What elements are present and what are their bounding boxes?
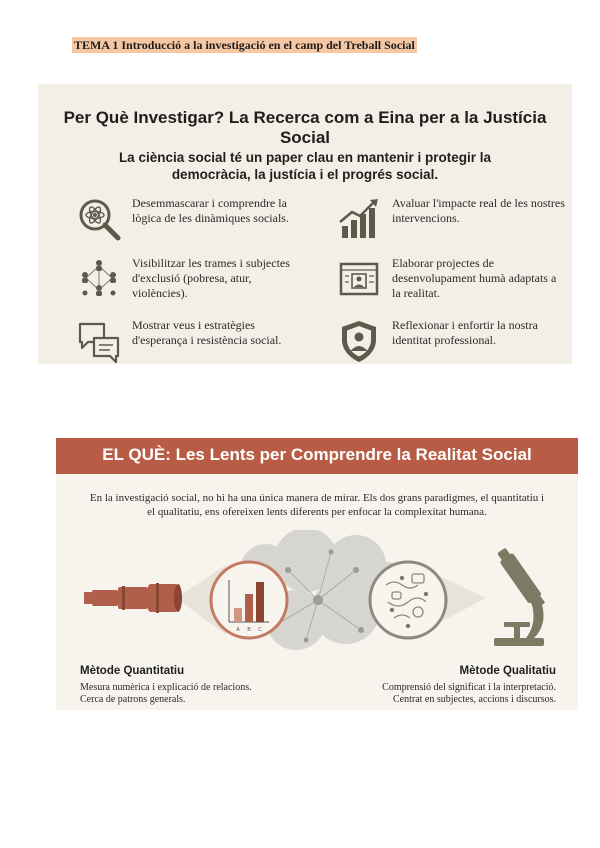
quantitative-desc-line: Cerca de patrons generals. xyxy=(80,694,186,705)
growth-chart-icon xyxy=(336,196,382,242)
quantitative-lens xyxy=(211,562,287,638)
qualitative-desc xyxy=(326,682,556,706)
blueprint-plan-icon xyxy=(336,256,382,302)
reason-text: Avaluar l'impacte real de les nostres intervencions. xyxy=(392,196,565,225)
panel1-title: Per Què Investigar? La Recerca com a Eina per a la Justícia Social xyxy=(63,108,547,147)
reason-item xyxy=(76,256,296,302)
reason-text: Visibilitzar les trames i subjectes d'exclusió (pobresa, atur, violències). xyxy=(132,256,290,300)
why-research-panel xyxy=(38,84,572,364)
reason-text: Elaborar projectes de desenvolupament humà adaptats a la realitat. xyxy=(392,256,557,300)
reason-text: Mostrar veus i estratègies d'esperança i resistència social. xyxy=(132,318,282,347)
people-network-icon xyxy=(76,256,122,302)
lenses-panel xyxy=(56,438,578,710)
panel2-title: EL QUÈ: Les Lents per Comprendre la Realitat Social xyxy=(102,445,532,464)
shield-person-icon xyxy=(336,318,382,364)
lenses-illustration xyxy=(56,530,578,660)
reason-item xyxy=(336,256,566,302)
reason-item xyxy=(336,196,566,242)
reason-item xyxy=(336,318,566,364)
bar-label: C xyxy=(258,627,262,633)
qualitative-lens xyxy=(370,562,446,638)
document-header xyxy=(72,38,417,53)
reason-text: Reflexionar i enfortir la nostra identitat professional. xyxy=(392,318,538,347)
quantitative-title: Mètode Quantitatiu xyxy=(80,665,185,677)
bar-label: A xyxy=(236,627,240,633)
quantitative-desc-line: Mesura numèrica i explicació de relacions. xyxy=(80,682,252,693)
magnifier-atom-icon xyxy=(76,196,122,242)
speech-bubbles-icon xyxy=(76,318,122,364)
qualitative-title: Mètode Qualitatiu xyxy=(459,665,556,677)
header-label: TEMA 1 xyxy=(74,38,119,52)
lenses-banner xyxy=(56,438,578,474)
microscope-icon xyxy=(494,546,547,646)
qualitative-desc-line: Comprensió del significat i la interpretació. xyxy=(382,682,556,693)
quantitative-desc xyxy=(80,682,300,706)
qualitative-desc-line: Centrat en subjectes, accions i discursos. xyxy=(392,694,556,705)
panel1-subtitle: La ciència social té un paper clau en mantenir i protegir la democràcia, la justícia i el progrés social. xyxy=(118,150,492,182)
reason-item xyxy=(76,318,296,364)
header-title: Introducció a la investigació en el camp del Treball Social xyxy=(121,38,415,52)
telescope-icon xyxy=(84,583,182,613)
panel2-intro: En la investigació social, no hi ha una única manera de mirar. Els dos grans paradigmes, el quantitatiu i el qualitatiu, ens ofereixen lents diferents per enfocar la complexitat humana. xyxy=(89,492,545,518)
reason-item xyxy=(76,196,296,242)
bar-label: B xyxy=(247,627,251,633)
reason-text: Desemmascarar i comprendre la lògica de les dinàmiques socials. xyxy=(132,196,289,225)
